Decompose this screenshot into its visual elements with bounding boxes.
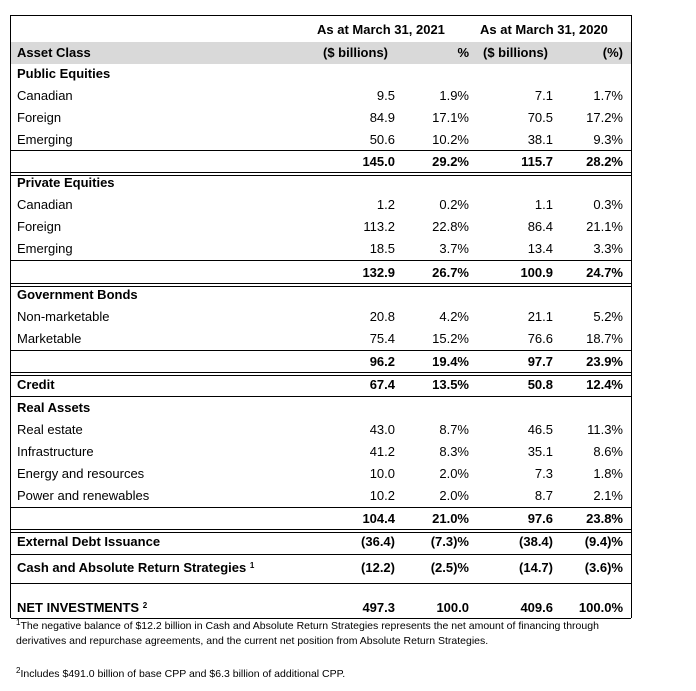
pct-2020: 1.7% <box>593 88 623 103</box>
asset-class-header: Asset Class <box>17 45 91 60</box>
value-2021: 20.8 <box>369 309 395 324</box>
value-2020: 7.1 <box>534 88 553 103</box>
pct-2020: 2.1% <box>593 488 623 503</box>
row-label-text: NET INVESTMENTS <box>17 600 140 615</box>
value-2021: 43.0 <box>369 422 395 437</box>
credit-row <box>11 374 631 396</box>
value-2020: 70.5 <box>527 110 553 125</box>
value-2020: 76.6 <box>527 331 553 346</box>
value-2021: (36.4) <box>361 534 395 549</box>
asset-mix-table <box>10 15 632 618</box>
row-label: Canadian <box>17 197 73 212</box>
real-assets-heading-row <box>11 397 631 419</box>
value-2021: 10.0 <box>369 466 395 481</box>
pct-2020: 9.3% <box>593 132 623 147</box>
value-2021: 50.6 <box>369 132 395 147</box>
subtotal-row <box>11 151 631 173</box>
footnote-mark: 1 <box>16 618 21 627</box>
table-row <box>11 107 631 129</box>
value-2020: 35.1 <box>527 444 553 459</box>
v2020-unit-header: ($ billions) <box>483 45 548 60</box>
pct-2020: 23.9% <box>586 354 623 369</box>
value-2020: 97.6 <box>527 511 553 526</box>
table-row <box>11 485 631 507</box>
government-bonds-heading-row <box>11 284 631 306</box>
row-label: Infrastructure <box>17 444 94 459</box>
external-debt-row <box>11 531 631 553</box>
row-label-text: Cash and Absolute Return Strategies <box>17 560 247 575</box>
pct-2021: 3.7% <box>439 241 469 256</box>
row-label: Canadian <box>17 88 73 103</box>
value-2020: 46.5 <box>527 422 553 437</box>
table-row <box>11 328 631 350</box>
pct-2021: 4.2% <box>439 309 469 324</box>
row-label: External Debt Issuance <box>17 534 161 549</box>
table-row <box>11 194 631 216</box>
table-row <box>11 441 631 463</box>
footnote-mark: 2 <box>16 666 21 675</box>
pct-2021: 29.2% <box>432 154 469 169</box>
row-label: Foreign <box>17 110 62 125</box>
pct-2021: 10.2% <box>432 132 469 147</box>
pct-2021: 13.5% <box>432 377 469 392</box>
divider <box>11 554 631 555</box>
pct-2020: 100.0% <box>578 600 623 615</box>
pct-2021: 1.9% <box>439 88 469 103</box>
divider <box>11 260 631 261</box>
value-2020: 100.9 <box>520 265 553 280</box>
pct-2021: 26.7% <box>432 265 469 280</box>
pct-2020: 17.2% <box>586 110 623 125</box>
pct-2020: 0.3% <box>593 197 623 212</box>
pct-2021: 0.2% <box>439 197 469 212</box>
row-label: Energy and resources <box>17 466 145 481</box>
pct-2021: 8.3% <box>439 444 469 459</box>
section-title: Public Equities <box>17 66 111 81</box>
footnote-1 <box>16 619 626 649</box>
pct-2020: 8.6% <box>593 444 623 459</box>
pct-2020: (9.4)% <box>584 534 623 549</box>
value-2020: 409.6 <box>520 600 553 615</box>
value-2021: 1.2 <box>376 197 395 212</box>
value-2021: 10.2 <box>369 488 395 503</box>
row-label: Credit <box>17 377 55 392</box>
pct-2020: 28.2% <box>586 154 623 169</box>
value-2020: 86.4 <box>527 219 553 234</box>
value-2021: 75.4 <box>369 331 395 346</box>
value-2021: (12.2) <box>361 560 395 575</box>
pct-2020: 3.3% <box>593 241 623 256</box>
value-2021: 104.4 <box>362 511 395 526</box>
footnote-2 <box>16 667 626 682</box>
pct-2020: 5.2% <box>593 309 623 324</box>
row-label: Real estate <box>17 422 83 437</box>
pct-2021: 15.2% <box>432 331 469 346</box>
row-label <box>17 597 147 619</box>
pct-2020: 11.3% <box>587 422 623 437</box>
section-title: Government Bonds <box>17 287 138 302</box>
value-2021: 9.5 <box>376 88 395 103</box>
cash-absolute-row <box>11 557 631 579</box>
table-row <box>11 129 631 151</box>
table-row <box>11 216 631 238</box>
pct-2021: 19.4% <box>432 354 469 369</box>
p2021-unit-header: % <box>457 45 469 60</box>
public-equities-heading-row <box>11 63 631 85</box>
value-2020: 7.3 <box>534 466 553 481</box>
pct-2021: 17.1% <box>432 110 469 125</box>
footnote-text: The negative balance of $12.2 billion in Cash and Absolute Return Strategies represents the net amount of financing through derivatives and repurchase agreements, and the current net position from Absolute Return Strategies. <box>16 620 599 647</box>
pct-2021: 100.0 <box>436 600 469 615</box>
value-2020: 1.1 <box>534 197 553 212</box>
subtotal-row <box>11 262 631 284</box>
pct-2020: 21.1% <box>586 219 623 234</box>
table-row <box>11 419 631 441</box>
subtotal-row <box>11 351 631 373</box>
value-2021: 96.2 <box>369 354 395 369</box>
value-2021: 67.4 <box>369 377 395 392</box>
value-2020: 50.8 <box>527 377 553 392</box>
divider <box>11 583 631 584</box>
value-2021: 84.9 <box>369 110 395 125</box>
value-2021: 41.2 <box>369 444 395 459</box>
pct-2020: 23.8% <box>586 511 623 526</box>
row-label: Foreign <box>17 219 62 234</box>
pct-2020: 18.7% <box>586 331 623 346</box>
net-investments-row <box>11 597 631 619</box>
value-2020: (38.4) <box>519 534 553 549</box>
table-row <box>11 463 631 485</box>
pct-2021: 2.0% <box>439 488 469 503</box>
row-label: Marketable <box>17 331 82 346</box>
pct-2021: (7.3)% <box>430 534 469 549</box>
p2020-unit-header: (%) <box>602 45 623 60</box>
value-2021: 18.5 <box>369 241 395 256</box>
pct-2020: 24.7% <box>586 265 623 280</box>
table-row <box>11 306 631 328</box>
value-2020: 8.7 <box>534 488 553 503</box>
row-label: Power and renewables <box>17 488 150 503</box>
pct-2021: 2.0% <box>439 466 469 481</box>
row-label <box>17 557 254 579</box>
value-2020: 97.7 <box>527 354 553 369</box>
pct-2020: (3.6)% <box>584 560 623 575</box>
pct-2021: 8.7% <box>439 422 469 437</box>
value-2020: 38.1 <box>527 132 553 147</box>
value-2021: 132.9 <box>362 265 395 280</box>
col-2020-title: As at March 31, 2020 <box>480 22 608 37</box>
value-2020: 21.1 <box>527 309 553 324</box>
row-label: Emerging <box>17 132 73 147</box>
pct-2020: 1.8% <box>593 466 623 481</box>
pct-2020: 12.4% <box>586 377 623 392</box>
pct-2021: 22.8% <box>432 219 469 234</box>
value-2020: (14.7) <box>519 560 553 575</box>
col-2021-title: As at March 31, 2021 <box>317 22 445 37</box>
value-2021: 113.2 <box>363 219 395 234</box>
table-row <box>11 238 631 260</box>
subtotal-row <box>11 508 631 530</box>
value-2020: 13.4 <box>527 241 553 256</box>
value-2021: 145.0 <box>362 154 395 169</box>
value-2021: 497.3 <box>362 600 395 615</box>
row-label: Non-marketable <box>17 309 110 324</box>
pct-2021: 21.0% <box>432 511 469 526</box>
private-equities-heading-row <box>11 172 631 194</box>
row-label: Emerging <box>17 241 73 256</box>
pct-2021: (2.5)% <box>430 560 469 575</box>
footnote-ref: 1 <box>249 561 255 570</box>
footnote-ref: 2 <box>142 601 148 610</box>
footnote-text: Includes $491.0 billion of base CPP and $6.3 billion of additional CPP. <box>20 668 346 680</box>
v2021-unit-header: ($ billions) <box>323 45 388 60</box>
table-row <box>11 85 631 107</box>
section-title: Real Assets <box>17 400 91 415</box>
section-title: Private Equities <box>17 175 115 190</box>
value-2020: 115.7 <box>521 154 553 169</box>
